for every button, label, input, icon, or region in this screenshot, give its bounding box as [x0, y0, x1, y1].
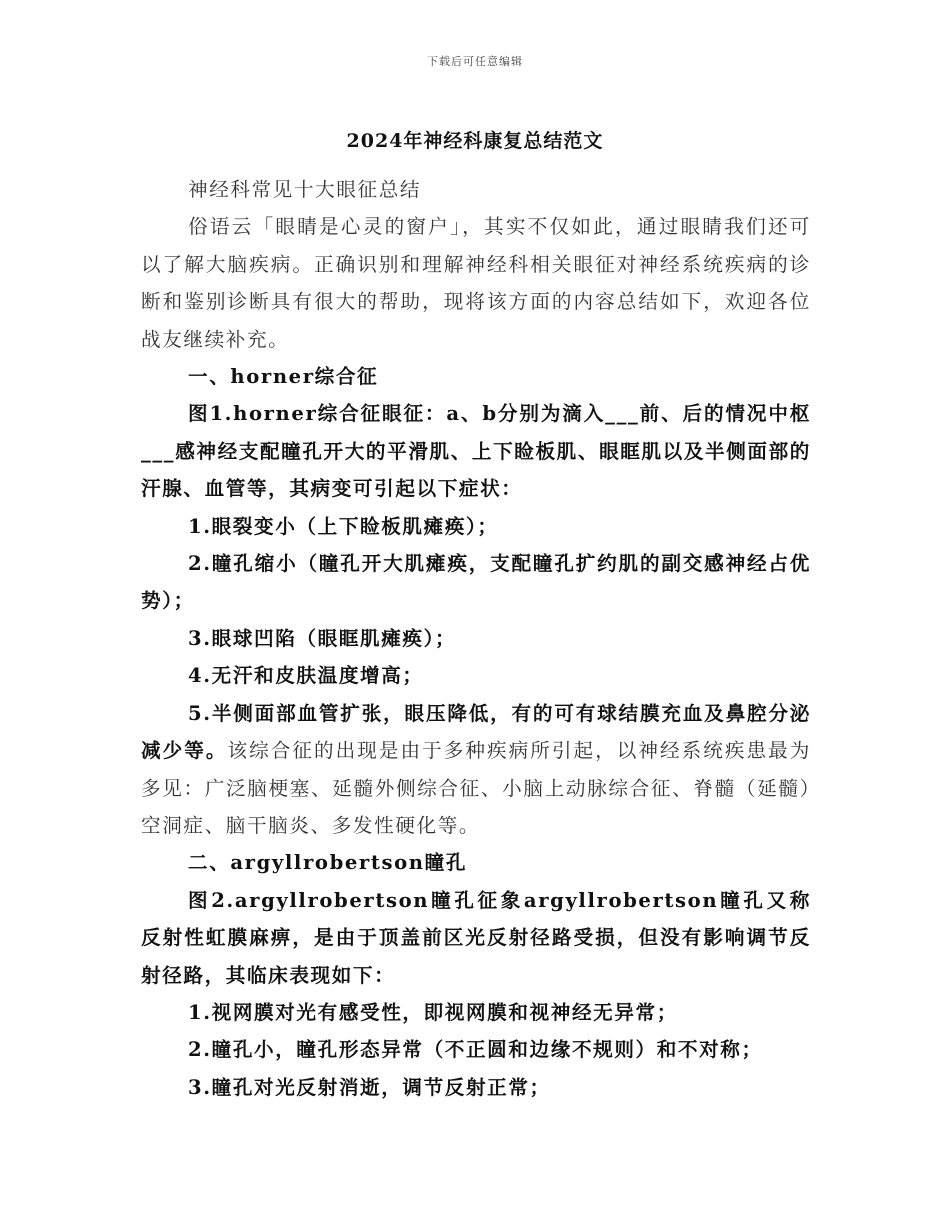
document-body [141, 171, 811, 1106]
argyll-sign-1 [141, 994, 811, 1031]
section-heading-horner [141, 358, 811, 395]
argyll-sign-3 [141, 1069, 811, 1106]
list-item: 1.眼裂变小（上下睑板肌瘫痪）； [188, 514, 499, 538]
paragraph-text: 神经科常见十大眼征总结 [188, 178, 422, 201]
intro-paragraph [141, 208, 811, 358]
list-item: 2.瞳孔小，瞳孔形态异常（不正圆和边缘不规则）和不对称； [188, 1038, 763, 1062]
argyll-description [141, 882, 811, 994]
argyll-sign-2 [141, 1031, 811, 1068]
paragraph-continuation: 该综合征的出现是由于多种疾病所引起，以神经系统疾患最为多见：广泛脑梗塞、延髓外侧综合征、小脑上动脉综合征、脊髓（延髓）空洞症、脑干脑炎、多发性硬化等。 [141, 739, 811, 837]
horner-symptom-1 [141, 508, 811, 545]
list-item: 4.无汗和皮肤温度增高； [188, 664, 424, 688]
horner-description [141, 395, 811, 507]
paragraph-text: 俗语云「眼睛是心灵的窗户」，其实不仅如此，通过眼睛我们还可以了解大脑疾病。正确识别和理解神经科相关眼征对神经系统疾病的诊断和鉴别诊断具有很大的帮助，现将该方面的内容总结如下，欢迎各位战友继续补充。 [141, 215, 811, 351]
horner-symptom-4 [141, 657, 811, 694]
heading-text: 二、argyllrobertson瞳孔 [188, 851, 468, 875]
horner-symptom-3 [141, 620, 811, 657]
horner-symptom-5 [141, 695, 811, 845]
horner-symptom-2 [141, 545, 811, 620]
page-header: 下载后可任意编辑 [427, 55, 523, 68]
paragraph-text: 图2.argyllrobertson瞳孔征象argyllrobertson瞳孔又称反射性虹膜麻痹，是由于顶盖前区光反射径路受损，但没有影响调节反射径路，其临床表现如下： [141, 888, 811, 987]
heading-text: 一、horner综合征 [188, 365, 379, 389]
section-subtitle [141, 171, 811, 208]
section-heading-argyll [141, 844, 811, 881]
list-item: 3.瞳孔对光反射消逝，调节反射正常； [188, 1075, 551, 1099]
paragraph-text: 图1.horner综合征眼征：a、b分别为滴入___前、后的情况中枢___感神经支配瞳孔开大的平滑肌、上下睑板肌、眼眶肌以及半侧面部的汗腺、血管等，其病变可引起以下症状： [141, 402, 812, 501]
list-item: 2.瞳孔缩小（瞳孔开大肌瘫痪，支配瞳孔扩约肌的副交感神经占优势）； [141, 552, 811, 613]
list-item: 3.眼球凹陷（眼眶肌瘫痪）； [188, 626, 457, 650]
list-item: 1.视网膜对光有感受性，即视网膜和视神经无异常； [188, 1000, 678, 1024]
list-item: 5.半侧面部血管扩张，眼压降低，有的可有球结膜充血及鼻腔分泌减少等。 [141, 701, 811, 763]
document-title: 2024年神经科康复总结范文 [346, 130, 604, 152]
